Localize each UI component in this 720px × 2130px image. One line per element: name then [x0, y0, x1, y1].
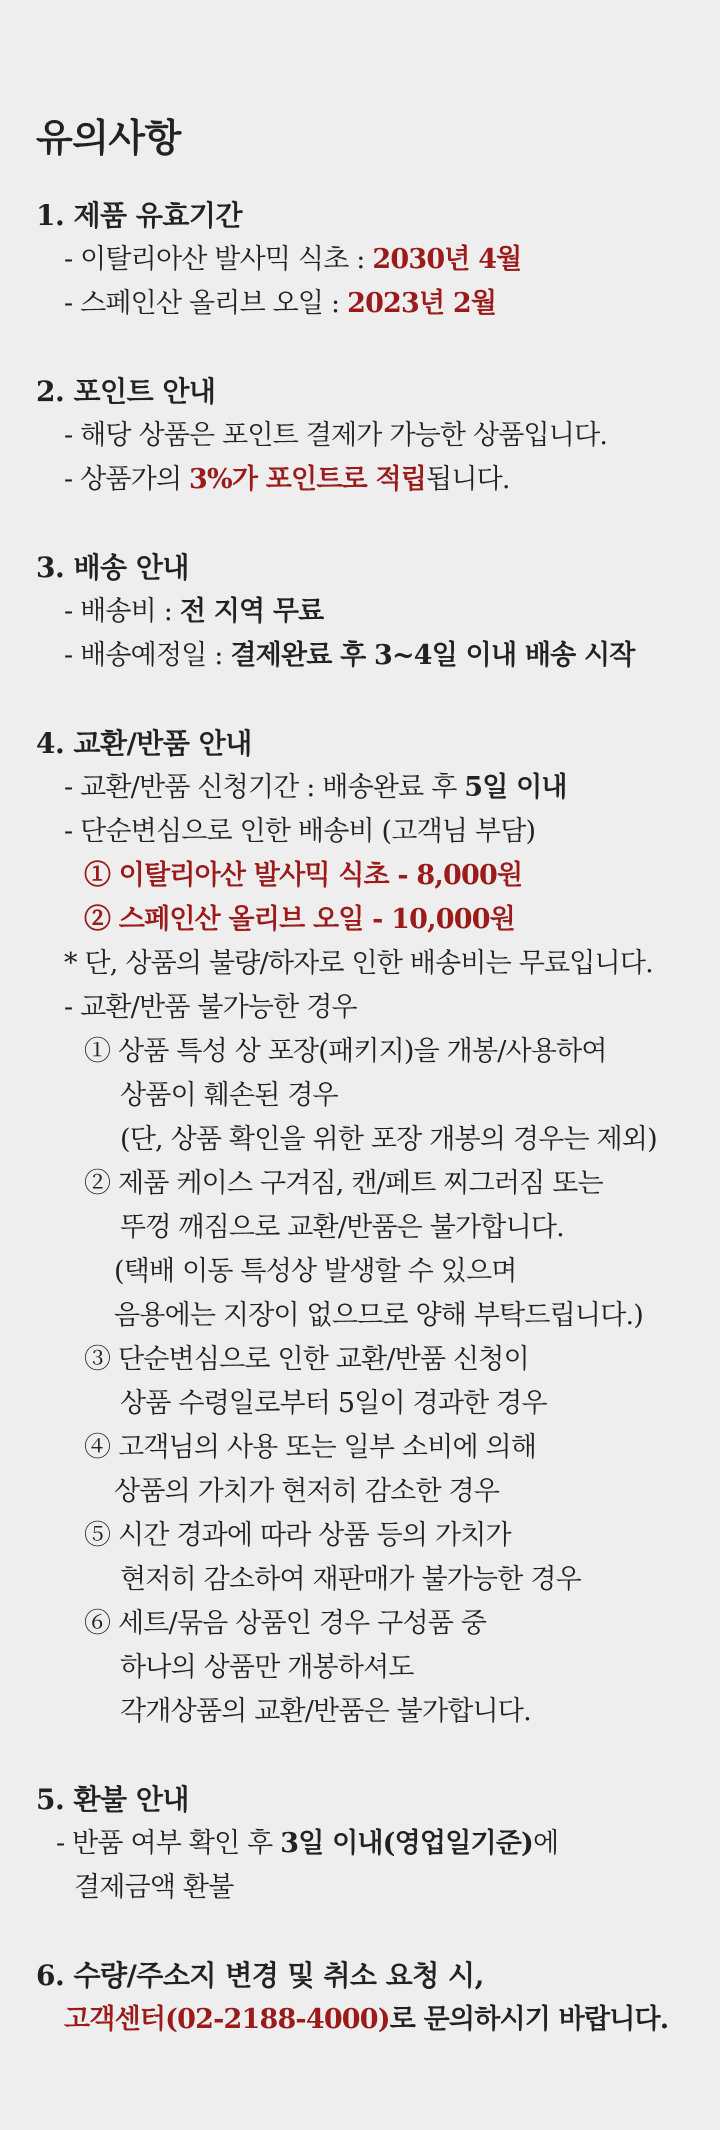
refund-line-cont: 결제금액 환불: [74, 1872, 234, 1903]
case-2-cont: (택배 이동 특성상 발생할 수 있으며: [114, 1256, 517, 1287]
points-text: 됩니다.: [426, 464, 510, 495]
case-2: ② 제품 케이스 구겨짐, 캔/페트 찌그러짐 또는: [84, 1168, 603, 1199]
customer-center-phone: 고객센터(02-2188-4000): [64, 2004, 390, 2035]
section-shipping: [36, 546, 684, 678]
return-period: [36, 766, 684, 810]
case-6: ⑥ 세트/묶음 상품인 경우 구성품 중: [84, 1608, 487, 1639]
contact-line: [36, 1998, 684, 2042]
section-heading: 6. 수량/주소지 변경 및 취소 요청 시,: [36, 1959, 484, 1992]
case-1-cont: 상품이 훼손된 경우: [120, 1080, 338, 1111]
case-1: ① 상품 특성 상 포장(패키지)을 개봉/사용하여: [84, 1036, 607, 1067]
refund-days: 3일 이내(영업일기준): [280, 1828, 534, 1859]
case-6-cont: 각개상품의 교환/반품은 불가합니다.: [120, 1696, 531, 1727]
section-heading: 4. 교환/반품 안내: [36, 727, 252, 760]
expiry-date: 2030년 4월: [372, 244, 522, 275]
non-returnable-heading: - 교환/반품 불가능한 경우: [64, 992, 357, 1023]
section-heading: 5. 환불 안내: [36, 1783, 189, 1816]
fee-vinegar: ① 이탈리아산 발사믹 식초 - 8,000원: [84, 860, 523, 891]
section-heading: 3. 배송 안내: [36, 551, 189, 584]
return-days: 5일 이내: [464, 772, 567, 803]
expiry-date: 2023년 2월: [347, 288, 497, 319]
expiry-olive-oil: [36, 282, 684, 326]
section-heading: 2. 포인트 안내: [36, 375, 216, 408]
page-title: 유의사항: [36, 115, 181, 160]
section-exchange-return: [36, 722, 684, 1734]
section-refund: [36, 1778, 684, 1910]
return-label: - 교환/반품 신청기간 : 배송완료 후: [64, 772, 465, 803]
points-rate: 3%가 포인트로 적립: [189, 464, 427, 495]
points-rate-line: [36, 458, 684, 502]
shipping-value: 전 지역 무료: [179, 596, 324, 627]
refund-line: [36, 1822, 684, 1866]
shipping-schedule: [36, 634, 684, 678]
case-5: ⑤ 시간 경과에 따라 상품 등의 가치가: [84, 1520, 511, 1551]
case-2-cont: 뚜껑 깨짐으로 교환/반품은 불가합니다.: [120, 1212, 564, 1243]
case-4-cont: 상품의 가치가 현저히 감소한 경우: [114, 1476, 500, 1507]
case-3: ③ 단순변심으로 인한 교환/반품 신청이: [84, 1344, 529, 1375]
expiry-label: - 이탈리아산 발사믹 식초 :: [64, 244, 373, 275]
defect-note: * 단, 상품의 불량/하자로 인한 배송비는 무료입니다.: [64, 948, 653, 979]
section-points: [36, 370, 684, 502]
case-5-cont: 현저히 감소하여 재판매가 불가능한 경우: [120, 1564, 581, 1595]
refund-text: 에: [533, 1828, 559, 1859]
case-3-cont: 상품 수령일로부터 5일이 경과한 경우: [120, 1388, 547, 1419]
shipping-fee: [36, 590, 684, 634]
section-expiry: [36, 194, 684, 326]
case-2-cont: 음용에는 지장이 없으므로 양해 부탁드립니다.): [114, 1300, 644, 1331]
points-line: - 해당 상품은 포인트 결제가 가능한 상품입니다.: [64, 420, 608, 451]
points-text: - 상품가의: [64, 464, 190, 495]
fee-olive-oil: ② 스페인산 올리브 오일 - 10,000원: [84, 904, 515, 935]
section-heading: 1. 제품 유효기간: [36, 199, 243, 232]
case-4: ④ 고객님의 사용 또는 일부 소비에 의해: [84, 1432, 537, 1463]
shipping-value: 결제완료 후 3~4일 이내 배송 시작: [230, 640, 635, 671]
contact-text: 로 문의하시기 바랍니다.: [389, 2004, 669, 2035]
expiry-label: - 스페인산 올리브 오일 :: [64, 288, 348, 319]
shipping-label: - 배송비 :: [64, 596, 180, 627]
case-6-cont: 하나의 상품만 개봉하셔도: [120, 1652, 414, 1683]
shipping-label: - 배송예정일 :: [64, 640, 231, 671]
expiry-vinegar: [36, 238, 684, 282]
case-1-cont: (단, 상품 확인을 위한 포장 개봉의 경우는 제외): [120, 1124, 657, 1155]
refund-text: - 반품 여부 확인 후: [56, 1828, 281, 1859]
return-shipping-fee: - 단순변심으로 인한 배송비 (고객님 부담): [64, 816, 536, 847]
section-contact: [36, 1954, 684, 2042]
